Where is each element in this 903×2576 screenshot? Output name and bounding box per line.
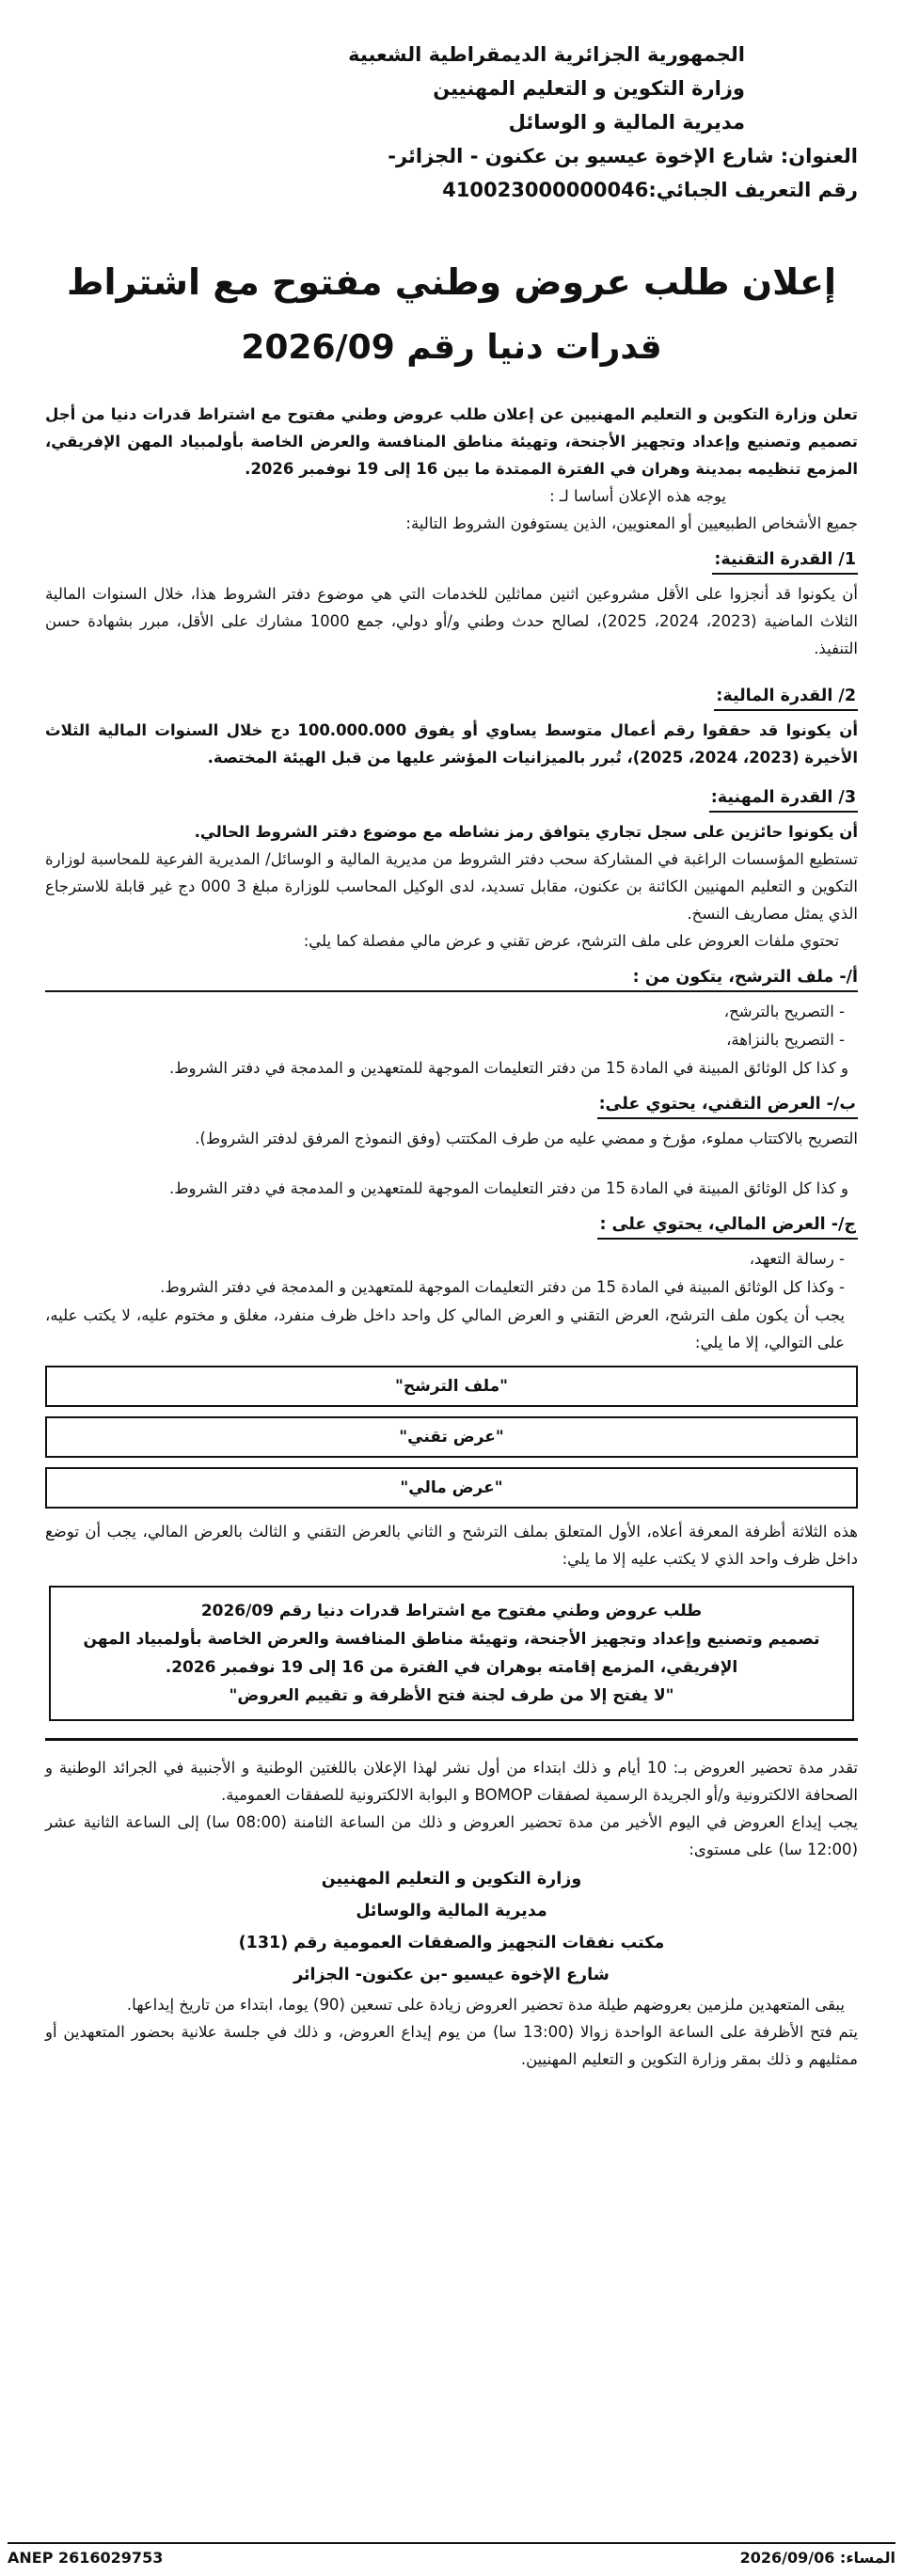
candidacy-items bbox=[45, 998, 858, 1054]
outer-envelope-label bbox=[49, 1586, 854, 1721]
validity-period: يبقى المتعهدين ملزمين بعروضهم طيلة مدة تحضير العروض زيادة على تسعين (90) يوما، ابتداء من تاريخ إيداعها. bbox=[126, 1996, 845, 2014]
technical-offer-heading: ب/- العرض التقني، يحتوي على: bbox=[597, 1091, 858, 1119]
outer-envelope-title: طلب عروض وطني مفتوح مع اشتراط قدرات دنيا رقم 2026/09 bbox=[200, 1602, 703, 1620]
announcement-title: إعلان طلب عروض وطني مفتوح مع اشتراط bbox=[66, 261, 836, 303]
envelope-label-technical: "عرض تقني" bbox=[45, 1416, 858, 1458]
candidacy-note: و كذا كل الوثائق المبينة في المادة 15 من دفتر التعليمات الموجهة للمتعهدين و المدمجة في دفتر الشروط. bbox=[169, 1059, 848, 1077]
financial-capacity-heading: 2/ القدرة المالية: bbox=[714, 683, 858, 711]
list-item: - رسالة التعهد، bbox=[749, 1250, 845, 1268]
financial-capacity-text: أن يكونوا قد حققوا رقم أعمال متوسط يساوي أو يفوق 100.000.000 دج خلال السنوات المالية الثلاث الأخيرة (2023، 2024، 2025)، تُبرر بالميزانيات المؤشر عليها من قبل الهيئة المختصة. bbox=[45, 721, 858, 766]
technical-capacity-text: أن يكونوا قد أنجزوا على الأقل مشروعين اثنين مماثلين للخدمات التي هي موضوع دفتر الشروط هذا، خلال السنوات المالية الثلاث الماضية (2023، 2024، 2025)، لصالح حدث وطني و/أو دولي، جمع 1000 مشارك على الأقل، مبرر بشهادة حسن التنفيذ. bbox=[45, 585, 858, 657]
deposit-office: مكتب نفقات التجهيز والصفقات العمومية رقم (131) bbox=[238, 1934, 665, 1952]
deposit-directorate: مديرية المالية والوسائل bbox=[356, 1902, 547, 1920]
envelope-label-financial: "عرض مالي" bbox=[45, 1467, 858, 1509]
financial-offer-heading: ج/- العرض المالي، يحتوي على : bbox=[597, 1211, 858, 1240]
anep-reference: ANEP 2616029753 bbox=[8, 2548, 164, 2567]
list-item: - التصريح بالترشح، bbox=[723, 1003, 845, 1020]
opening-session: يتم فتح الأظرفة على الساعة الواحدة زوالا (13:00 سا) من يوم إيداع العروض، و ذلك في جلسة علانية بحضور المتعهدين أو ممثليهم و ذلك بمقر وزارة التكوين و التعليم المهنيين. bbox=[45, 2023, 859, 2068]
publication-footer bbox=[8, 2542, 895, 2570]
issuer-address: العنوان: شارع الإخوة عيسيو بن عكنون - الجزائر- bbox=[388, 145, 858, 167]
deposit-street: شارع الإخوة عيسيو -بن عكنون- الجزائر bbox=[293, 1966, 610, 1984]
eligibility-line: جميع الأشخاص الطبيعيين أو المعنويين، الذين يستوفون الشروط التالية: bbox=[405, 514, 858, 532]
publication-date: 2026/09/06 :المساء bbox=[739, 2548, 895, 2567]
candidacy-file-heading: أ/- ملف الترشح، يتكون من : bbox=[45, 964, 858, 992]
addressed-to: يوجه هذه الإعلان أساسا لـ : bbox=[549, 487, 726, 505]
withdrawal-paragraph: تستطيع المؤسسات الراغبة في المشاركة سحب دفتر الشروط من مديرية المالية و الوسائل/ المديرية الفرعية للمحاسبة لوزارة التكوين و التعليم المهنيين الكائنة بن عكنون، مقابل تسديد، لدى الوكيل المحاسب للوزارة مبلغ 3 000 دج غير قابلة للاسترجاع الذي يمثل مصاريف النسخ. bbox=[45, 850, 859, 923]
republic-name: الجمهورية الجزائرية الديمقراطية الشعبية bbox=[348, 43, 745, 66]
preparation-period: تقدر مدة تحضير العروض بـ: 10 أيام و ذلك ابتداء من أول نشر لهذا الإعلان باللغتين الوطنية و الأجنبية في الجرائد الوطنية و الصحافة الالكترونية و/أو الجريدة الرسمية لصفقات BOMOP و البوابة الالكترونية للصفقات العمومية. bbox=[45, 1759, 859, 1804]
intro-paragraph: تعلن وزارة التكوين و التعليم المهنيين عن إعلان طلب عروض وطني مفتوح مع اشتراط قدرات دنيا من أجل تصميم وتصنيع وإعداد وتجهيز الأجنحة، وتهيئة مناطق المنافسة والعرض الخاصة بأولمبياد المهن الإفريقي، المزمع تنظيمه بمدينة وهران في الفترة الممتدة ما بين 16 إلى 19 نوفمبر 2026. bbox=[45, 405, 858, 478]
envelopes-intro: يجب أن يكون ملف الترشح، العرض التقني و العرض المالي كل واحد داخل ظرف منفرد، مغلق و مختوم عليه، لا يكتب عليه، على التوالي، إلا ما يلي: bbox=[45, 1306, 845, 1351]
offers-intro: تحتوي ملفات العروض على ملف الترشح، عرض تقني و عرض مالي مفصلة كما يلي: bbox=[303, 932, 839, 950]
issuer-header bbox=[45, 38, 858, 207]
envelope-label-candidacy: "ملف الترشح" bbox=[45, 1366, 858, 1407]
deposit-address bbox=[45, 1863, 858, 1991]
list-item: - وكذا كل الوثائق المبينة في المادة 15 من دفتر التعليمات الموجهة للمتعهدين و المدمجة في دفتر الشروط. bbox=[160, 1278, 845, 1296]
financial-offer-items bbox=[45, 1245, 858, 1302]
announcement-number: قدرات دنيا رقم 2026/09 bbox=[241, 328, 662, 367]
directorate-name: مديرية المالية و الوسائل bbox=[508, 111, 745, 134]
professional-capacity-text: أن يكونوا حائزين على سجل تجاري يتوافق رمز نشاطه مع موضوع دفتر الشروط الحالي. bbox=[194, 823, 858, 841]
technical-capacity-heading: 1/ القدرة التقنية: bbox=[712, 546, 858, 575]
deposit-ministry: وزارة التكوين و التعليم المهنيين bbox=[321, 1870, 582, 1889]
list-item: - التصريح بالنزاهة، bbox=[726, 1031, 845, 1049]
technical-offer-note: و كذا كل الوثائق المبينة في المادة 15 من دفتر التعليمات الموجهة للمتعهدين و المدمجة في دفتر الشروط. bbox=[169, 1179, 848, 1197]
section-divider bbox=[45, 1738, 858, 1741]
professional-capacity-heading: 3/ القدرة المهنية: bbox=[709, 784, 858, 813]
outer-envelope-warning: "لا يفتح إلا من طرف لجنة فتح الأظرفة و تقييم العروض" bbox=[229, 1686, 674, 1705]
outer-envelope-subject: تصميم وتصنيع وإعداد وتجهيز الأجنحة، وتهيئة مناطق المنافسة والعرض الخاصة بأولمبياد المهن الإفريقي، المزمع إقامته بوهران في الفترة من 16 إلى 19 نوفمبر 2026. bbox=[83, 1630, 820, 1677]
outer-envelope-intro: هذه الثلاثة أظرفة المعرفة أعلاه، الأول المتعلق بملف الترشح و الثاني بالعرض التقني و الثالث بالعرض المالي، يجب أن توضع داخل ظرف واحد الذي لا يكتب عليه إلا ما يلي: bbox=[45, 1523, 858, 1568]
tax-id: رقم التعريف الجبائي:410023000000046 bbox=[442, 179, 858, 201]
deposit-instructions: يجب إيداع العروض في اليوم الأخير من مدة تحضير العروض و ذلك من الساعة الثامنة (08:00 سا) إلى الساعة الثانية عشر (12:00 سا) على مستوى: bbox=[45, 1813, 858, 1858]
ministry-name: وزارة التكوين و التعليم المهنيين bbox=[433, 77, 745, 100]
technical-offer-text: التصريح بالاكتتاب مملوء، مؤرخ و ممضي عليه من طرف المكتتب (وفق النموذج المرفق لدفتر الشروط). bbox=[195, 1130, 858, 1147]
